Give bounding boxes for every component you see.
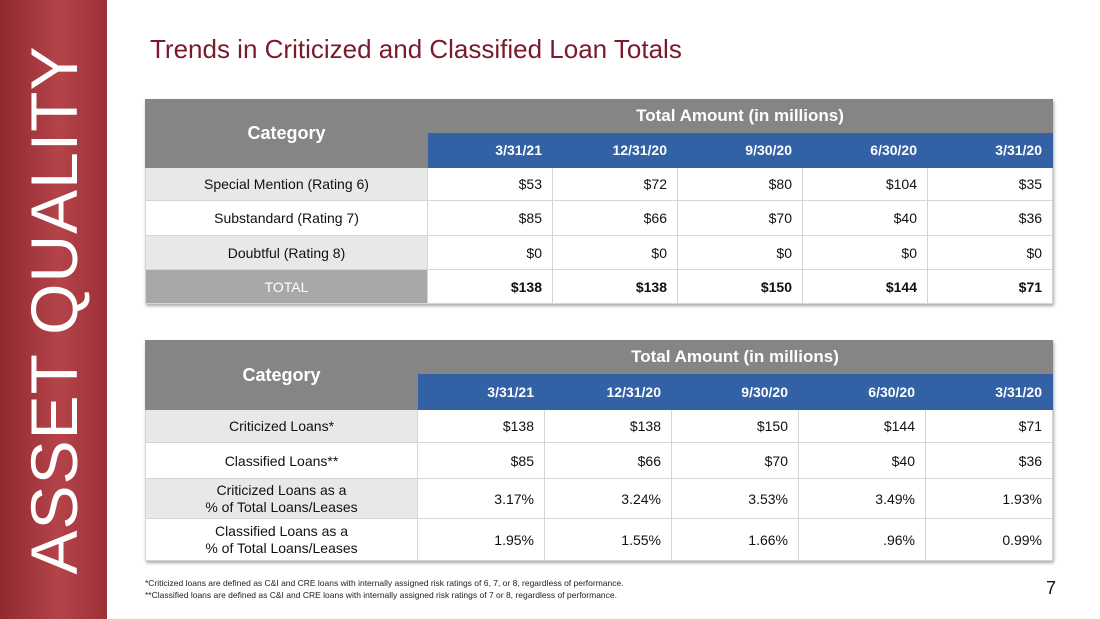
cell-value: 3.17% — [418, 479, 545, 519]
cell-value: $0 — [678, 236, 803, 270]
cell-value: $66 — [545, 443, 672, 479]
page-number: 7 — [1046, 578, 1057, 598]
table-row — [146, 519, 1053, 561]
row-label: Classified Loans** — [146, 443, 418, 479]
date-header: 3/31/21 — [428, 133, 553, 168]
table-row — [146, 236, 1053, 270]
cell-value: $0 — [803, 236, 928, 270]
loan-totals-table — [145, 340, 1053, 561]
table-row — [146, 479, 1053, 519]
date-header: 3/31/20 — [926, 374, 1053, 410]
cell-value: $66 — [553, 201, 678, 236]
cell-value: $71 — [928, 270, 1053, 304]
cell-value: $85 — [428, 201, 553, 236]
cell-value: $104 — [803, 168, 928, 201]
total-amount-header: Total Amount (in millions) — [428, 100, 1053, 133]
date-header: 6/30/20 — [803, 133, 928, 168]
date-header: 12/31/20 — [545, 374, 672, 410]
cell-value: 1.95% — [418, 519, 545, 561]
row-label-line: Classified Loans as a — [214, 522, 349, 539]
cell-value: $40 — [799, 443, 926, 479]
date-header: 3/31/21 — [418, 374, 545, 410]
table-row — [146, 201, 1053, 236]
cell-value: $138 — [545, 410, 672, 443]
cell-value: $0 — [428, 236, 553, 270]
row-label-line: % of Total Loans/Leases — [205, 498, 358, 515]
row-label: Special Mention (Rating 6) — [146, 168, 428, 201]
category-header: Category — [146, 100, 428, 168]
footnote: **Classified loans are defined as C&I and CRE loans with internally assigned risk ratings of 7 or 8, regardless of performance. — [145, 590, 617, 600]
cell-value: 1.93% — [926, 479, 1053, 519]
category-header: Category — [146, 341, 418, 410]
cell-value: $144 — [799, 410, 926, 443]
cell-value: 0.99% — [926, 519, 1053, 561]
date-header: 6/30/20 — [799, 374, 926, 410]
cell-value: 3.49% — [799, 479, 926, 519]
cell-value: $0 — [928, 236, 1053, 270]
page-title: Trends in Criticized and Classified Loan Totals — [150, 34, 682, 64]
date-header: 12/31/20 — [553, 133, 678, 168]
footnote: *Criticized loans are defined as C&I and CRE loans with internally assigned risk ratings of 6, 7, or 8, regardless of performance. — [145, 578, 624, 588]
table-row — [146, 410, 1053, 443]
cell-value: $36 — [926, 443, 1053, 479]
cell-value: $138 — [553, 270, 678, 304]
cell-value: $80 — [678, 168, 803, 201]
row-label-line: Criticized Loans as a — [216, 481, 347, 498]
cell-value: $36 — [928, 201, 1053, 236]
row-label — [146, 479, 418, 519]
sidebar-band — [0, 0, 107, 619]
cell-value: 1.66% — [672, 519, 799, 561]
cell-value: $150 — [678, 270, 803, 304]
cell-value: $70 — [672, 443, 799, 479]
total-row — [146, 270, 1053, 304]
row-label: Criticized Loans* — [146, 410, 418, 443]
cell-value: $0 — [553, 236, 678, 270]
date-header: 9/30/20 — [678, 133, 803, 168]
cell-value: 1.55% — [545, 519, 672, 561]
cell-value: $138 — [428, 270, 553, 304]
risk-rating-table — [145, 99, 1053, 304]
cell-value: .96% — [799, 519, 926, 561]
cell-value: $85 — [418, 443, 545, 479]
cell-value: $35 — [928, 168, 1053, 201]
date-header: 3/31/20 — [928, 133, 1053, 168]
cell-value: $71 — [926, 410, 1053, 443]
cell-value: $150 — [672, 410, 799, 443]
table-row — [146, 443, 1053, 479]
table-row — [146, 168, 1053, 201]
cell-value: $144 — [803, 270, 928, 304]
cell-value: $70 — [678, 201, 803, 236]
date-header: 9/30/20 — [672, 374, 799, 410]
row-label — [146, 519, 418, 561]
section-label: ASSET QUALITY — [17, 45, 91, 575]
total-amount-header: Total Amount (in millions) — [418, 341, 1053, 374]
footnotes — [145, 577, 624, 601]
cell-value: $53 — [428, 168, 553, 201]
cell-value: 3.53% — [672, 479, 799, 519]
row-label: Doubtful (Rating 8) — [146, 236, 428, 270]
cell-value: $138 — [418, 410, 545, 443]
row-label-line: % of Total Loans/Leases — [205, 539, 358, 556]
cell-value: $40 — [803, 201, 928, 236]
cell-value: $72 — [553, 168, 678, 201]
row-label: Substandard (Rating 7) — [146, 201, 428, 236]
cell-value: 3.24% — [545, 479, 672, 519]
row-label: TOTAL — [146, 270, 428, 304]
